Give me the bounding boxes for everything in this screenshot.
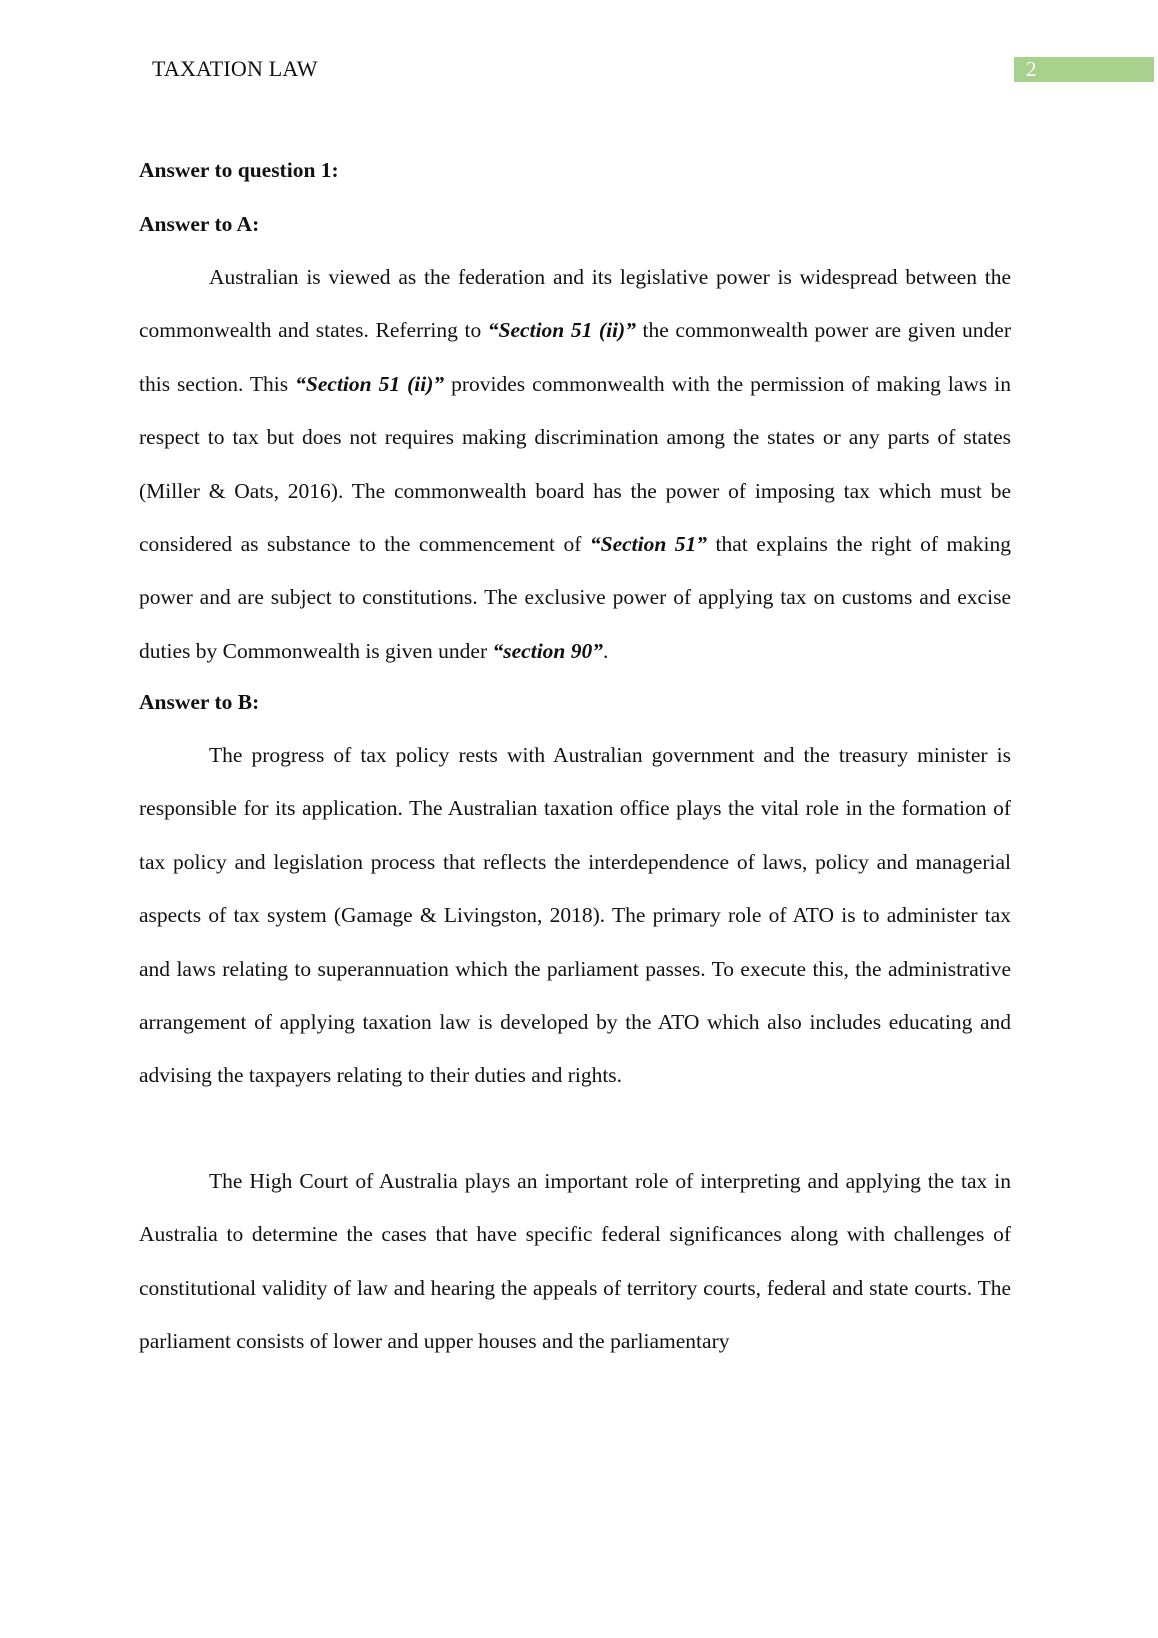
para-a-text-4: that explains the right of making power and are subject to constitutions. The exclusive power of applying tax on customs and excise duties by Commonwealth is given under <box>139 532 1011 663</box>
running-header-title: TAXATION LAW <box>152 56 318 81</box>
paragraph-answer-b-1: The progress of tax policy rests with Australian government and the treasury minister is responsible for its application. The Australian taxation office plays the vital role in the formation of tax policy and legislation process that reflects the interdependence of laws, policy and managerial aspects of tax system (Gamage & Livingston, 2018). The primary role of ATO is to administer tax and laws relating to superannuation which the parliament passes. To execute this, the administrative arrangement of applying taxation law is developed by the ATO which also includes educating and advising the taxpayers relating to their duties and rights. <box>139 743 1011 1088</box>
para-a-text-2: the commonwealth power are given under this section. This <box>139 318 1012 396</box>
paragraph-answer-a <box>139 251 1011 678</box>
heading-answer-a: Answer to A: <box>139 212 260 236</box>
heading-question-1: Answer to question 1: <box>139 158 339 182</box>
page-number: 2 <box>1026 57 1037 81</box>
para-a-text-3: provides commonwealth with the permission of making laws in respect to tax but does not requires making discrimination among the states or any parts of states (Miller & Oats, 2016). The commonwealth board has the power of imposing tax which must be considered as substance to the commencement of <box>139 371 1011 557</box>
section-51-ii-reference-2: “Section 51 (ii)” <box>295 371 445 396</box>
paragraph-answer-b-2: The High Court of Australia plays an important role of interpreting and applying the tax in Australia to determine the cases that have specific federal significances along with challenges of constitutional validity of law and hearing the appeals of territory courts, federal and state courts. The parliament consists of lower and upper houses and the parliamentary <box>139 1169 1011 1354</box>
page-number-bar <box>1014 57 1154 82</box>
section-51-reference: “Section 51” <box>589 532 708 557</box>
para-a-text-1: Australian is viewed as the federation and its legislative power is widespread between the commonwealth and states. Referring to <box>139 265 1011 343</box>
heading-answer-b: Answer to B: <box>139 690 260 714</box>
para-a-text-5: . <box>603 638 609 663</box>
section-90-reference: “section 90” <box>492 638 603 663</box>
section-51-ii-reference: “Section 51 (ii)” <box>487 318 636 343</box>
